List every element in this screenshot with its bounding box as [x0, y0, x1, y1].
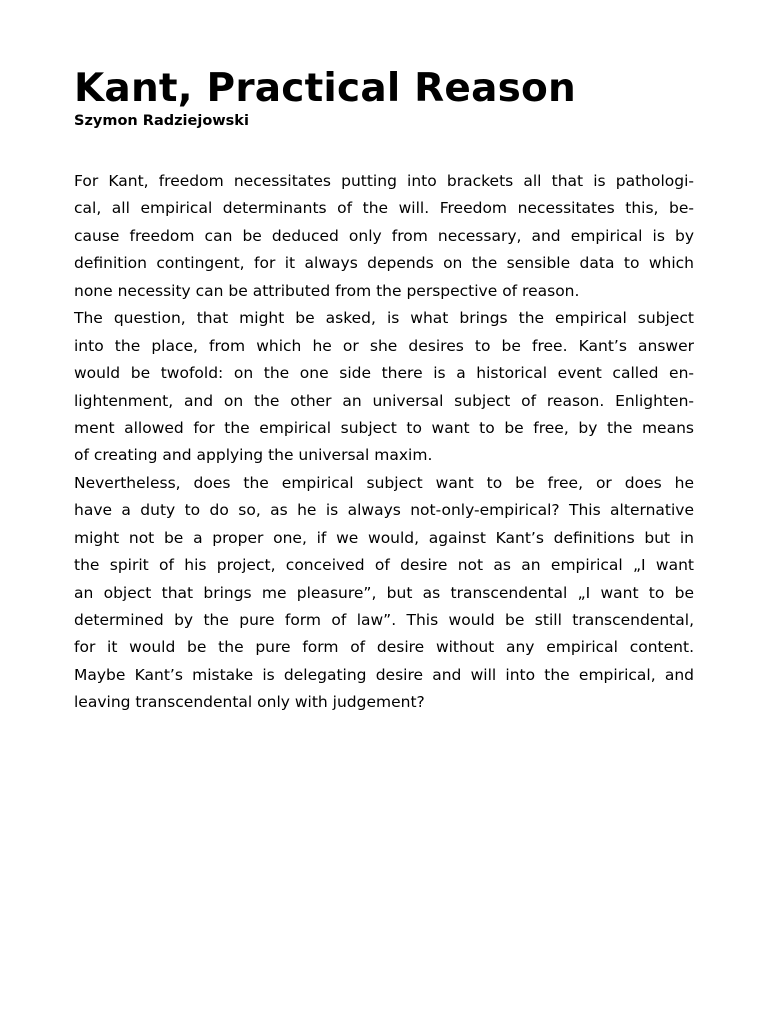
- body-line: have a duty to do so, as he is always not-only-empirical? This alternative: [74, 501, 694, 520]
- body-line: into the place, from which he or she desires to be free. Kant’s answer: [74, 336, 694, 355]
- body-line: leaving transcendental only with judgement?: [74, 693, 425, 712]
- body-line: For Kant, freedom necessitates putting into brackets all that is pathologi-: [74, 172, 694, 190]
- body-line: Maybe Kant’s mistake is delegating desire and will into the empirical, and: [74, 665, 694, 684]
- document-author: Szymon Radziejowski: [74, 113, 249, 129]
- body-line: the spirit of his project, conceived of desire not as an empirical „I want: [74, 556, 694, 575]
- document-page: [74, 66, 694, 717]
- body-line: would be twofold: on the one side there is a historical event called en-: [74, 364, 694, 383]
- body-line: an object that brings me pleasure”, but as transcendental „I want to be: [74, 583, 694, 602]
- document-title: Kant, Practical Reason: [74, 66, 576, 111]
- body-line: of creating and applying the universal maxim.: [74, 446, 433, 465]
- body-line: cause freedom can be deduced only from necessary, and empirical is by: [74, 226, 694, 245]
- body-line: none necessity can be attributed from the perspective of reason.: [74, 281, 580, 300]
- body-line: lightenment, and on the other an universal subject of reason. Enlighten-: [74, 391, 694, 410]
- body-line: for it would be the pure form of desire without any empirical content.: [74, 638, 694, 657]
- body-line: cal, all empirical determinants of the will. Freedom necessitates this, be-: [74, 199, 694, 218]
- body-line: determined by the pure form of law”. This would be still transcendental,: [74, 611, 694, 629]
- body-line: ment allowed for the empirical subject to want to be free, by the means: [74, 418, 694, 437]
- body-line: might not be a proper one, if we would, against Kant’s definitions but in: [74, 528, 694, 547]
- body-line: Nevertheless, does the empirical subject want to be free, or does he: [74, 473, 694, 492]
- document-body: [74, 168, 694, 717]
- body-line: definition contingent, for it always depends on the sensible data to which: [74, 254, 694, 273]
- body-line: The question, that might be asked, is what brings the empirical subject: [74, 309, 694, 328]
